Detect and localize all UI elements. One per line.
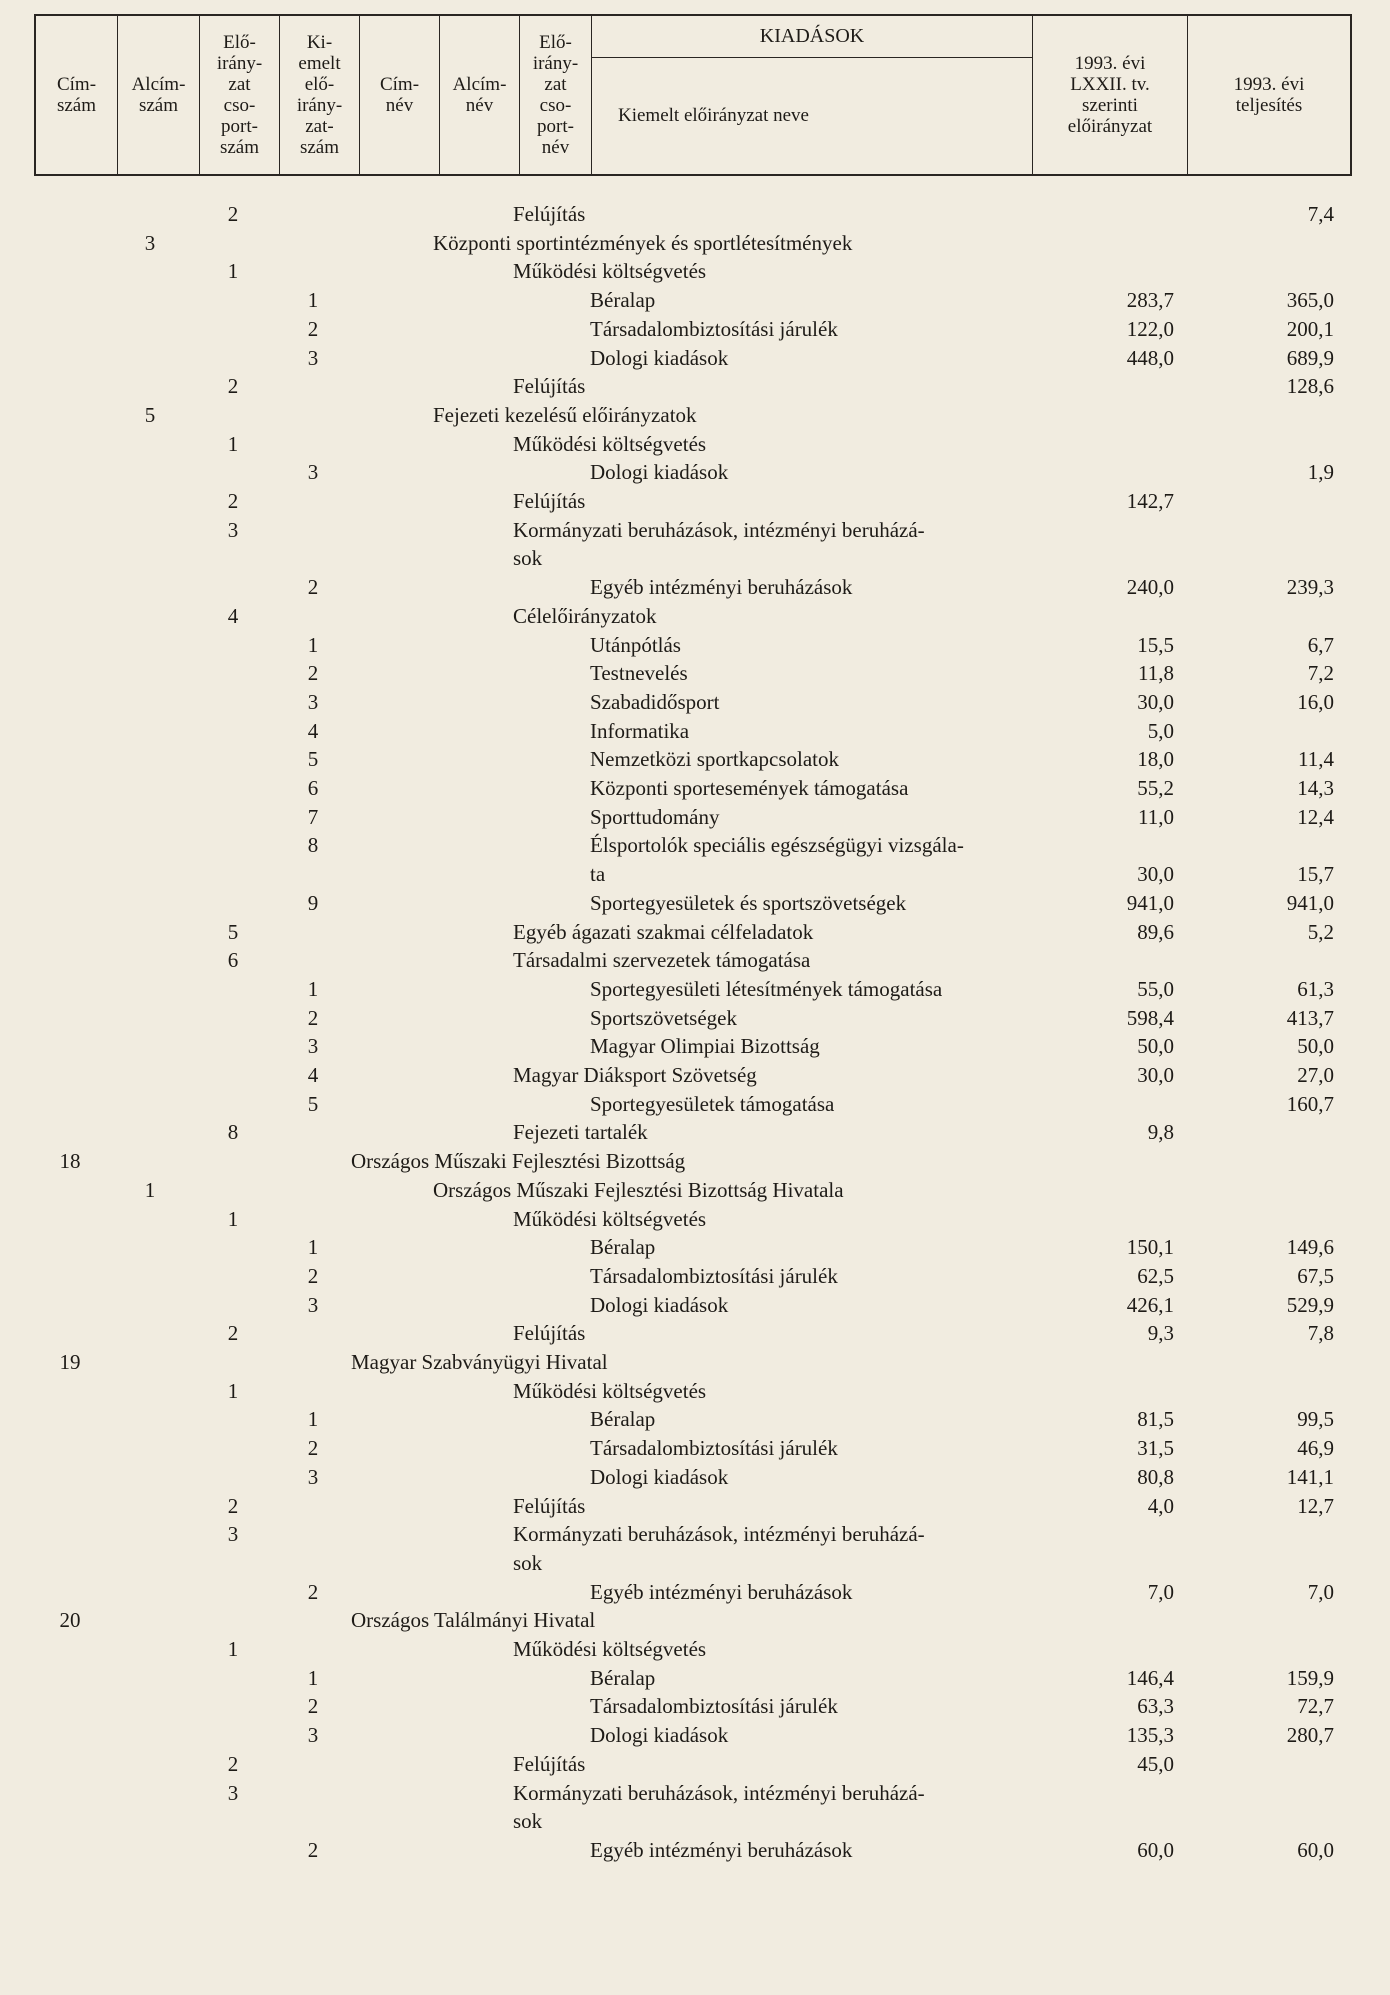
teljesites-value-cell: 689,9 (1286, 345, 1334, 370)
teljesites-value-cell: 128,6 (1286, 374, 1334, 399)
item-name-cell: Működési költségvetés (513, 1637, 707, 1661)
item-name-cell: Sportegyesületek és sportszövetségek (590, 890, 907, 915)
kiemelt-eloiranyzat-szam-cell: 4 (307, 718, 319, 743)
item-name-cell: Egyéb intézményi beruházások (590, 575, 853, 600)
header-alcimnev: Alcím- név (440, 16, 520, 174)
eloiranyzat-value-cell: 11,0 (1138, 804, 1174, 829)
eloiranyzat-value-cell: 11,8 (1138, 661, 1174, 686)
eloiranyzat-value-cell: 448,0 (1126, 345, 1174, 370)
teljesites-value-cell: 7,0 (1307, 1579, 1334, 1604)
table-row (0, 458, 1390, 487)
eloiranyzat-value-cell: 81,5 (1137, 1407, 1174, 1432)
table-row (0, 889, 1390, 918)
teljesites-value-cell: 46,9 (1297, 1436, 1334, 1461)
item-name-cell: Társadalombiztosítási járulék (590, 1436, 838, 1461)
table-row (0, 229, 1390, 258)
kiemelt-eloiranyzat-szam-cell: 2 (307, 1436, 319, 1461)
header-eloiranyzat-csoport-nev: Elő- irány- zat cso- port- név (520, 16, 592, 174)
table-row (0, 659, 1390, 688)
eloiranyzat-csoport-szam-cell: 3 (227, 1522, 239, 1547)
kiemelt-eloiranyzat-szam-cell: 9 (307, 890, 319, 915)
item-name-cell: Országos Találmányi Hivatal (351, 1608, 596, 1633)
eloiranyzat-value-cell: 283,7 (1126, 288, 1174, 313)
eloiranyzat-value-cell: 30,0 (1137, 1063, 1174, 1087)
table-row (0, 372, 1390, 401)
table-row (0, 1147, 1390, 1176)
eloiranyzat-value-cell: 146,4 (1126, 1665, 1174, 1690)
teljesites-value-cell: 365,0 (1286, 288, 1334, 313)
table-body (0, 200, 1390, 1900)
table-row (0, 344, 1390, 373)
teljesites-value-cell: 99,5 (1297, 1407, 1334, 1432)
eloiranyzat-value-cell: 5,0 (1147, 718, 1174, 743)
teljesites-value-cell: 413,7 (1286, 1005, 1334, 1030)
table-row (0, 1836, 1390, 1865)
item-name-cell: sok (513, 1809, 543, 1834)
teljesites-value-cell: 14,3 (1297, 776, 1334, 800)
table-row (0, 717, 1390, 746)
table-row (0, 1032, 1390, 1061)
eloiranyzat-csoport-szam-cell: 2 (227, 202, 239, 226)
table-row (0, 401, 1390, 430)
eloiranyzat-value-cell: 941,0 (1126, 890, 1174, 915)
teljesites-value-cell: 5,2 (1307, 919, 1334, 944)
eloiranyzat-csoport-szam-cell: 1 (227, 1378, 239, 1403)
item-name-cell: Kormányzati beruházások, intézményi beruházá- (513, 1522, 925, 1547)
teljesites-value-cell: 50,0 (1297, 1034, 1334, 1059)
teljesites-value-cell: 7,4 (1307, 202, 1334, 226)
item-name-cell: Dologi kiadások (590, 1723, 729, 1748)
item-name-cell: Központi sportesemények támogatása (590, 776, 909, 800)
teljesites-value-cell: 280,7 (1286, 1723, 1334, 1748)
cimszam-cell: 18 (59, 1149, 81, 1174)
table-row (0, 975, 1390, 1004)
table-header (34, 14, 1352, 176)
cimszam-cell: 20 (59, 1608, 81, 1633)
eloiranyzat-value-cell: 4,0 (1147, 1493, 1174, 1518)
eloiranyzat-value-cell: 30,0 (1137, 689, 1174, 714)
kiemelt-eloiranyzat-szam-cell: 1 (307, 976, 319, 1001)
eloiranyzat-value-cell: 63,3 (1137, 1694, 1174, 1719)
kiemelt-eloiranyzat-szam-cell: 3 (307, 1292, 319, 1317)
teljesites-value-cell: 159,9 (1286, 1665, 1334, 1690)
teljesites-value-cell: 6,7 (1307, 632, 1334, 657)
item-name-cell: ta (590, 862, 606, 887)
table-row (0, 631, 1390, 660)
eloiranyzat-value-cell: 122,0 (1126, 316, 1174, 341)
table-row (0, 1779, 1390, 1808)
kiemelt-eloiranyzat-szam-cell: 1 (307, 632, 319, 657)
kiemelt-eloiranyzat-szam-cell: 2 (307, 575, 319, 600)
eloiranyzat-value-cell: 150,1 (1126, 1235, 1174, 1260)
eloiranyzat-csoport-szam-cell: 5 (227, 919, 239, 944)
item-name-cell: Társadalombiztosítási járulék (590, 1263, 838, 1288)
item-name-cell: Fejezeti tartalék (513, 1120, 648, 1145)
eloiranyzat-csoport-szam-cell: 4 (227, 603, 239, 628)
table-row (0, 1606, 1390, 1635)
eloiranyzat-value-cell: 142,7 (1126, 489, 1174, 513)
teljesites-value-cell: 529,9 (1286, 1292, 1334, 1317)
teljesites-value-cell: 1,9 (1307, 460, 1334, 485)
kiemelt-eloiranyzat-szam-cell: 3 (307, 689, 319, 714)
kiemelt-eloiranyzat-szam-cell: 8 (307, 833, 319, 858)
item-name-cell: Magyar Olimpiai Bizottság (590, 1034, 820, 1059)
table-row (0, 1692, 1390, 1721)
table-row (0, 1205, 1390, 1234)
table-row (0, 1262, 1390, 1291)
eloiranyzat-value-cell: 60,0 (1137, 1837, 1174, 1862)
item-name-cell: Egyéb ágazati szakmai célfeladatok (513, 919, 814, 944)
item-name-cell: Sporttudomány (590, 804, 720, 829)
alcimszam-cell: 5 (144, 402, 156, 427)
item-name-cell: Magyar Diáksport Szövetség (513, 1063, 757, 1087)
eloiranyzat-value-cell: 55,0 (1137, 976, 1174, 1001)
eloiranyzat-csoport-szam-cell: 2 (227, 374, 239, 399)
teljesites-value-cell: 141,1 (1286, 1464, 1334, 1489)
teljesites-value-cell: 12,7 (1297, 1493, 1334, 1518)
kiemelt-eloiranyzat-szam-cell: 2 (307, 1837, 319, 1862)
item-name-cell: Működési költségvetés (513, 1206, 707, 1231)
teljesites-value-cell: 239,3 (1286, 575, 1334, 600)
eloiranyzat-value-cell: 80,8 (1137, 1464, 1174, 1489)
item-name-cell: Felújítás (513, 202, 586, 226)
teljesites-value-cell: 60,0 (1297, 1837, 1334, 1862)
item-name-cell: Testnevelés (590, 661, 688, 686)
item-name-cell: Élsportolók speciális egészségügyi vizsgála- (590, 833, 964, 858)
table-row (0, 1664, 1390, 1693)
table-row (0, 774, 1390, 803)
alcimszam-cell: 1 (144, 1177, 156, 1202)
item-name-cell: Működési költségvetés (513, 259, 707, 284)
table-row (0, 573, 1390, 602)
eloiranyzat-value-cell: 135,3 (1126, 1723, 1174, 1748)
item-name-cell: Országos Műszaki Fejlesztési Bizottság Hivatala (433, 1177, 844, 1202)
eloiranyzat-csoport-szam-cell: 3 (227, 517, 239, 542)
item-name-cell: Informatika (590, 718, 690, 743)
table-row (0, 1492, 1390, 1521)
eloiranyzat-csoport-szam-cell: 1 (227, 431, 239, 456)
cimszam-cell: 19 (59, 1350, 81, 1374)
table-row (0, 286, 1390, 315)
kiemelt-eloiranyzat-szam-cell: 5 (307, 1091, 319, 1116)
item-name-cell: Dologi kiadások (590, 460, 729, 485)
item-name-cell: Társadalombiztosítási járulék (590, 1694, 838, 1719)
table-row (0, 1549, 1390, 1578)
table-row (0, 602, 1390, 631)
eloiranyzat-csoport-szam-cell: 2 (227, 489, 239, 513)
kiemelt-eloiranyzat-szam-cell: 2 (307, 661, 319, 686)
eloiranyzat-csoport-szam-cell: 1 (227, 1206, 239, 1231)
kiemelt-eloiranyzat-szam-cell: 4 (307, 1063, 319, 1087)
table-row (0, 918, 1390, 947)
item-name-cell: Béralap (590, 1235, 656, 1260)
header-cimszam: Cím- szám (36, 16, 118, 174)
table-row (0, 1319, 1390, 1348)
item-name-cell: Kormányzati beruházások, intézményi beruházá- (513, 517, 925, 542)
eloiranyzat-value-cell: 9,3 (1147, 1321, 1174, 1346)
table-row (0, 1578, 1390, 1607)
eloiranyzat-value-cell: 50,0 (1137, 1034, 1174, 1059)
item-name-cell: Célelőirányzatok (513, 603, 657, 628)
table-row (0, 1348, 1390, 1377)
eloiranyzat-value-cell: 18,0 (1137, 747, 1174, 772)
header-1993-tv-eloiranyzat: 1993. évi LXXII. tv. szerinti előirányzat (1032, 16, 1188, 174)
kiemelt-eloiranyzat-szam-cell: 2 (307, 1263, 319, 1288)
eloiranyzat-csoport-szam-cell: 2 (227, 1751, 239, 1776)
kiemelt-eloiranyzat-szam-cell: 5 (307, 747, 319, 772)
table-row (0, 946, 1390, 975)
header-eloiranyzat-csoport-szam: Elő- irány- zat cso- port- szám (200, 16, 280, 174)
table-row (0, 257, 1390, 286)
eloiranyzat-value-cell: 31,5 (1137, 1436, 1174, 1461)
kiemelt-eloiranyzat-szam-cell: 7 (307, 804, 319, 829)
table-row (0, 1434, 1390, 1463)
kiemelt-eloiranyzat-szam-cell: 2 (307, 1694, 319, 1719)
table-row (0, 1061, 1390, 1090)
teljesites-value-cell: 11,4 (1298, 747, 1334, 772)
eloiranyzat-value-cell: 9,8 (1147, 1120, 1174, 1145)
item-name-cell: Felújítás (513, 489, 586, 513)
kiemelt-eloiranyzat-szam-cell: 1 (307, 1235, 319, 1260)
item-name-cell: Társadalombiztosítási járulék (590, 316, 838, 341)
table-row (0, 860, 1390, 889)
header-kiemelt-eloiranyzat-neve: Kiemelt előirányzat neve (618, 105, 809, 126)
kiemelt-eloiranyzat-szam-cell: 1 (307, 1407, 319, 1432)
eloiranyzat-value-cell: 62,5 (1137, 1263, 1174, 1288)
header-kiadasok: KIADÁSOK (592, 16, 1032, 58)
teljesites-value-cell: 160,7 (1286, 1091, 1334, 1116)
table-row (0, 831, 1390, 860)
item-name-cell: Béralap (590, 1407, 656, 1432)
table-row (0, 1721, 1390, 1750)
eloiranyzat-csoport-szam-cell: 3 (227, 1780, 239, 1805)
table-row (0, 544, 1390, 573)
table-row (0, 1118, 1390, 1147)
eloiranyzat-csoport-szam-cell: 6 (227, 948, 239, 973)
header-cimnev: Cím- név (360, 16, 440, 174)
table-row (0, 516, 1390, 545)
kiemelt-eloiranyzat-szam-cell: 1 (307, 1665, 319, 1690)
item-name-cell: Egyéb intézményi beruházások (590, 1837, 853, 1862)
header-1993-teljesites: 1993. évi teljesítés (1233, 74, 1305, 116)
table-row (0, 1750, 1390, 1779)
item-name-cell: Egyéb intézményi beruházások (590, 1579, 853, 1604)
item-name-cell: Központi sportintézmények és sportlétesítmények (433, 230, 853, 255)
table-row (0, 1405, 1390, 1434)
item-name-cell: Felújítás (513, 1493, 586, 1518)
item-name-cell: sok (513, 1550, 543, 1575)
table-row (0, 1463, 1390, 1492)
item-name-cell: Felújítás (513, 1321, 586, 1346)
kiemelt-eloiranyzat-szam-cell: 1 (307, 288, 319, 313)
table-row (0, 688, 1390, 717)
eloiranyzat-value-cell: 7,0 (1147, 1579, 1174, 1604)
eloiranyzat-value-cell: 55,2 (1137, 776, 1174, 800)
teljesites-value-cell: 12,4 (1297, 804, 1334, 829)
table-row (0, 1090, 1390, 1119)
item-name-cell: Béralap (590, 1665, 656, 1690)
teljesites-value-cell: 149,6 (1286, 1235, 1334, 1260)
item-name-cell: Sportegyesületek támogatása (590, 1091, 835, 1116)
table-row (0, 745, 1390, 774)
teljesites-value-cell: 67,5 (1297, 1263, 1334, 1288)
table-row (0, 1520, 1390, 1549)
teljesites-value-cell: 7,8 (1307, 1321, 1334, 1346)
kiemelt-eloiranyzat-szam-cell: 3 (307, 1034, 319, 1059)
teljesites-value-cell: 27,0 (1297, 1063, 1334, 1087)
kiemelt-eloiranyzat-szam-cell: 2 (307, 1005, 319, 1030)
table-row (0, 1291, 1390, 1320)
item-name-cell: sok (513, 546, 543, 571)
alcimszam-cell: 3 (144, 230, 156, 255)
kiemelt-eloiranyzat-szam-cell: 3 (307, 1723, 319, 1748)
teljesites-value-cell: 72,7 (1297, 1694, 1334, 1719)
kiemelt-eloiranyzat-szam-cell: 3 (307, 345, 319, 370)
item-name-cell: Fejezeti kezelésű előirányzatok (433, 402, 697, 427)
table-row (0, 1377, 1390, 1406)
item-name-cell: Magyar Szabványügyi Hivatal (351, 1350, 608, 1374)
table-row (0, 315, 1390, 344)
table-row (0, 200, 1390, 229)
eloiranyzat-value-cell: 240,0 (1126, 575, 1174, 600)
eloiranyzat-csoport-szam-cell: 2 (227, 1493, 239, 1518)
header-kiemelt-eloiranyzat-szam: Ki- emelt elő- irány- zat- szám (280, 16, 360, 174)
eloiranyzat-value-cell: 30,0 (1137, 862, 1174, 887)
teljesites-value-cell: 16,0 (1297, 689, 1334, 714)
teljesites-value-cell: 7,2 (1307, 661, 1334, 686)
table-row (0, 803, 1390, 832)
eloiranyzat-value-cell: 89,6 (1137, 919, 1174, 944)
kiemelt-eloiranyzat-szam-cell: 2 (307, 1579, 319, 1604)
table-row (0, 430, 1390, 459)
item-name-cell: Dologi kiadások (590, 345, 729, 370)
teljesites-value-cell: 941,0 (1286, 890, 1334, 915)
eloiranyzat-csoport-szam-cell: 2 (227, 1321, 239, 1346)
table-row (0, 1176, 1390, 1205)
eloiranyzat-csoport-szam-cell: 1 (227, 1637, 239, 1661)
table-row (0, 1004, 1390, 1033)
item-name-cell: Társadalmi szervezetek támogatása (513, 948, 811, 973)
item-name-cell: Szabadidősport (590, 689, 720, 714)
table-row (0, 1635, 1390, 1664)
item-name-cell: Felújítás (513, 374, 586, 399)
eloiranyzat-csoport-szam-cell: 8 (227, 1120, 239, 1145)
teljesites-value-cell: 15,7 (1297, 862, 1334, 887)
kiemelt-eloiranyzat-szam-cell: 6 (307, 776, 319, 800)
item-name-cell: Felújítás (513, 1751, 586, 1776)
item-name-cell: Kormányzati beruházások, intézményi beruházá- (513, 1780, 925, 1805)
eloiranyzat-value-cell: 426,1 (1126, 1292, 1174, 1317)
table-row (0, 487, 1390, 516)
item-name-cell: Dologi kiadások (590, 1464, 729, 1489)
kiemelt-eloiranyzat-szam-cell: 3 (307, 1464, 319, 1489)
eloiranyzat-value-cell: 45,0 (1137, 1751, 1174, 1776)
teljesites-value-cell: 61,3 (1297, 976, 1334, 1001)
item-name-cell: Béralap (590, 288, 656, 313)
item-name-cell: Működési költségvetés (513, 1378, 707, 1403)
item-name-cell: Működési költségvetés (513, 431, 707, 456)
item-name-cell: Sportegyesületi létesítmények támogatása (590, 976, 943, 1001)
kiemelt-eloiranyzat-szam-cell: 3 (307, 460, 319, 485)
item-name-cell: Utánpótlás (590, 632, 681, 657)
teljesites-value-cell: 200,1 (1286, 316, 1334, 341)
item-name-cell: Dologi kiadások (590, 1292, 729, 1317)
eloiranyzat-value-cell: 15,5 (1137, 632, 1174, 657)
table-row (0, 1807, 1390, 1836)
item-name-cell: Sportszövetségek (590, 1005, 737, 1030)
header-alcimszam: Alcím- szám (118, 16, 200, 174)
eloiranyzat-value-cell: 598,4 (1126, 1005, 1174, 1030)
item-name-cell: Nemzetközi sportkapcsolatok (590, 747, 840, 772)
table-row (0, 1233, 1390, 1262)
item-name-cell: Országos Műszaki Fejlesztési Bizottság (351, 1149, 686, 1174)
kiemelt-eloiranyzat-szam-cell: 2 (307, 316, 319, 341)
eloiranyzat-csoport-szam-cell: 1 (227, 259, 239, 284)
